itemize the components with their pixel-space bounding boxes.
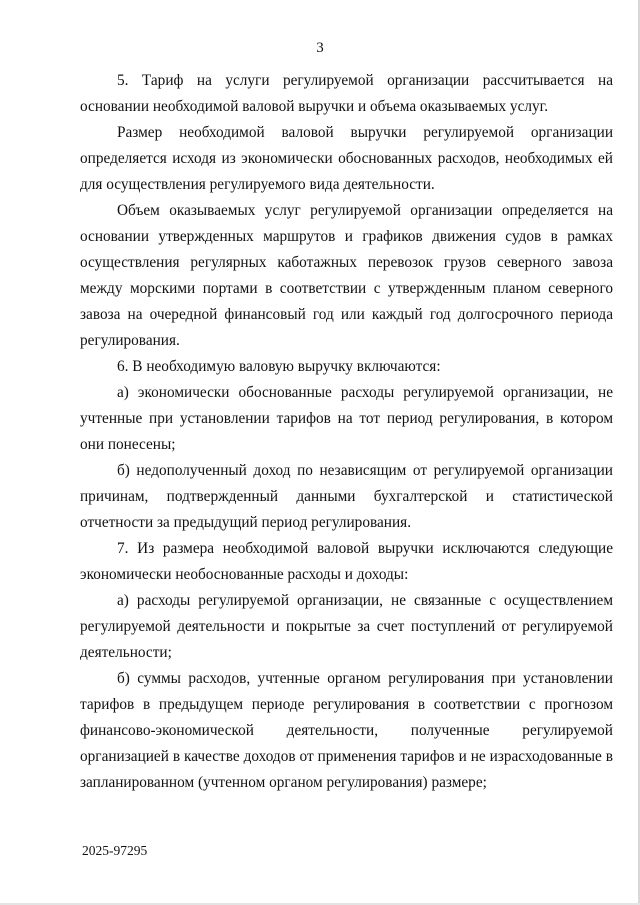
paragraph-7b: б) суммы расходов, учтенные органом регулирования при установлении тарифов в предыдущем периоде регулирования в соответствии с прогнозом финансово-экономической деятельности, полученные регулируемой организацией в качестве доходов от применения тарифов и не израсходованные в запланированном (учтенном органом регулирования) размере;	[80, 670, 613, 791]
paragraph-7a: а) расходы регулируемой организации, не связанные с осуществлением регулируемой деятельности и покрытые за счет поступлений от регулируемой деятельности;	[80, 592, 613, 661]
paragraph-6-heading: 6. В необходимую валовую выручку включаются:	[117, 358, 441, 375]
document-body	[80, 68, 613, 796]
paragraph-7-heading: 7. Из размера необходимой валовой выручки исключаются следующие экономически необоснованные расходы и доходы:	[80, 540, 613, 583]
paragraph-6a: а) экономически обоснованные расходы регулируемой организации, не учтенные при установлении тарифов на тот период регулирования, в котором они понесены;	[80, 384, 613, 453]
paragraph-5-tariff: 5. Тариф на услуги регулируемой организации рассчитывается на основании необходимой валовой выручки и объема оказываемых услуг.	[80, 72, 613, 115]
paragraph-service-volume: Объем оказываемых услуг регулируемой организации определяется на основании утвержденных маршрутов и графиков движения судов в рамках осуществления регулярных каботажных перевозок грузов северного завоза между морскими портами в соответствии с утвержденным планом северного завоза на очередной финансовый год или каждый год долгосрочного периода регулирования.	[80, 202, 613, 349]
document-id: 2025-97295	[82, 843, 148, 858]
paragraph-6b: б) недополученный доход по независящим от регулируемой организации причинам, подтвержденный данными бухгалтерской и статистической отчетности за предыдущий период регулирования.	[80, 462, 613, 531]
page-number: 3	[316, 40, 324, 56]
paragraph-revenue-size: Размер необходимой валовой выручки регулируемой организации определяется исходя из экономически обоснованных расходов, необходимых ей для осуществления регулируемого вида деятельности.	[80, 124, 613, 193]
